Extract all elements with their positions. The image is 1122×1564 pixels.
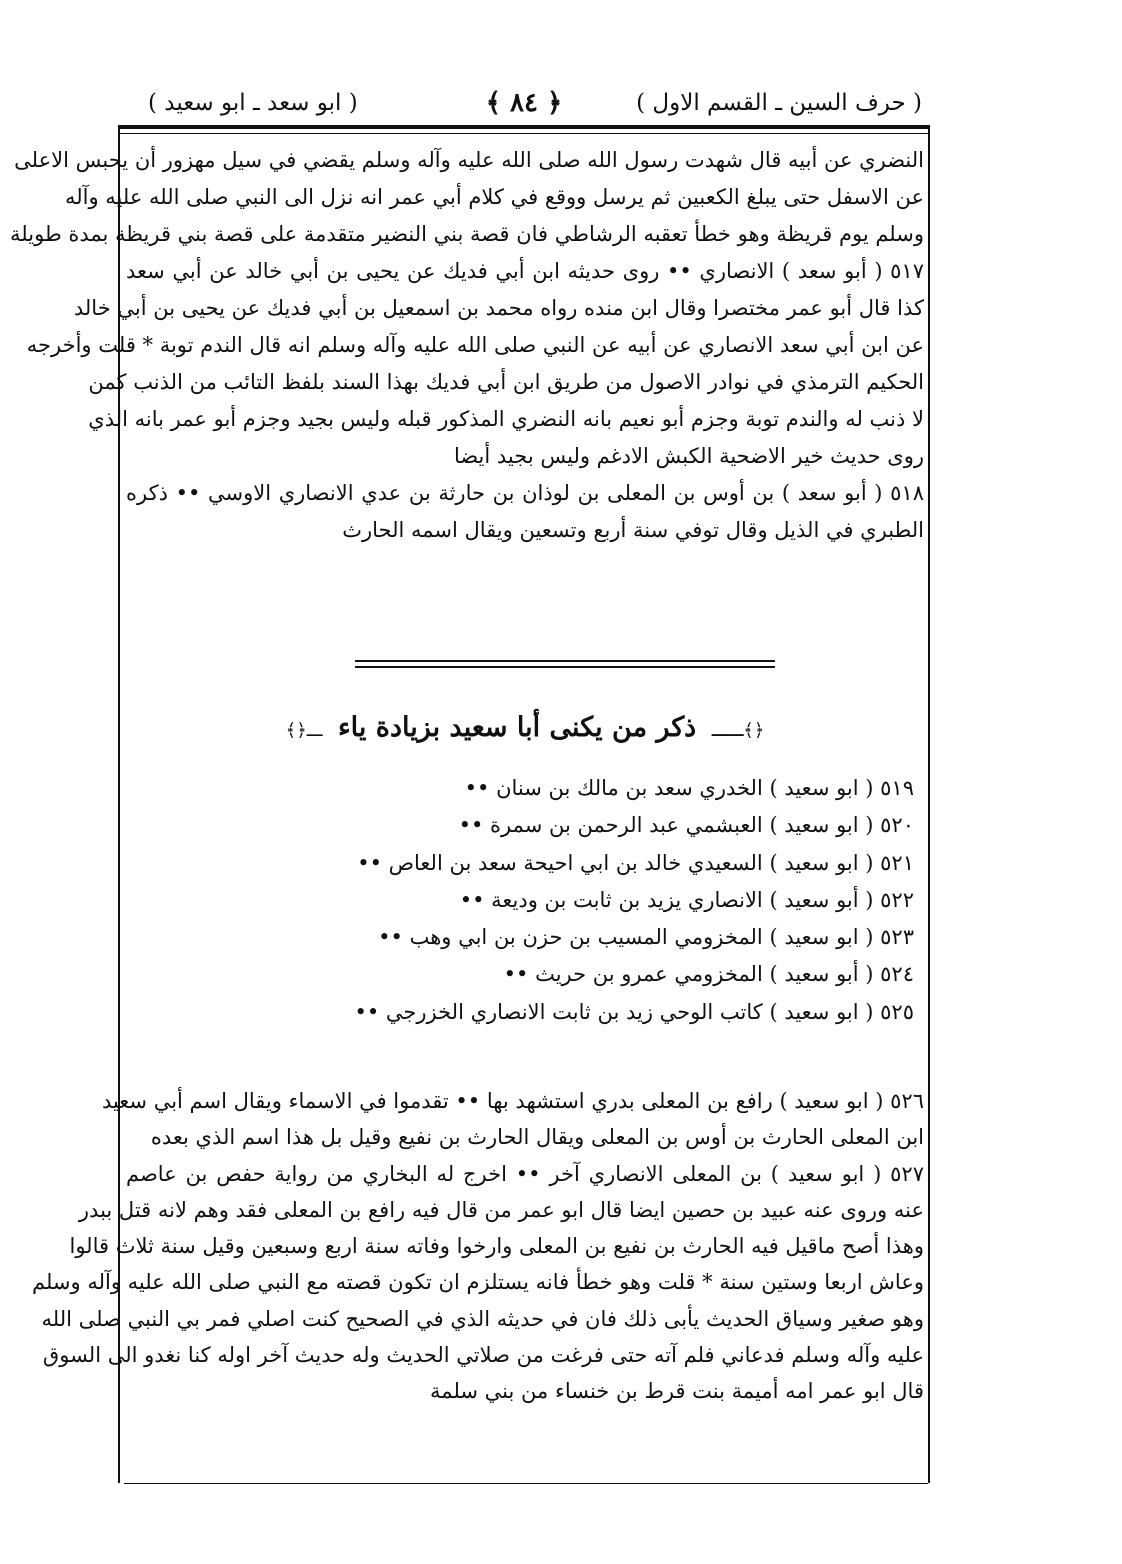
list-item: ٥٢٠ ( ابو سعيد ) العبشمي عبد الرحمن بن سمرة •• (458, 813, 914, 838)
ornament-icon: ﴿﴾ـــ (711, 720, 765, 741)
entry-list (126, 770, 924, 1031)
text-line: ٥٢٧ ( ابو سعيد ) بن المعلى الانصاري آخر •• اخرج له البخاري من رواية حفص بن عاصم (126, 1161, 924, 1186)
list-item: ٥١٩ ( ابو سعيد ) الخدري سعد بن مالك بن سنان •• (464, 776, 914, 800)
list-item: ٥٢٣ ( ابو سعيد ) المخزومي المسيب بن حزن بن ابي وهب •• (378, 925, 914, 950)
text-line: عنه وروى عنه عبيد بن حصين ايضا قال ابو عمر من قال فيه رافع بن المعلى فقد وهم لانه قتل ببدر (78, 1197, 924, 1222)
paragraph-1 (10, 142, 924, 549)
section-divider-top (355, 660, 775, 662)
section-divider-bottom (355, 666, 775, 668)
section-title: ذكر من يكنى أبا سعيد بزيادة ياء (337, 712, 697, 743)
paragraph-2 (31, 1083, 924, 1410)
header-chapter: ( حرف السين ـ القسم الاول ) (636, 90, 922, 116)
list-item: ٥٢٤ ( أبو سعيد ) المخزومي عمرو بن حريث •• (503, 962, 914, 987)
list-item: ٥٢٢ ( أبو سعيد ) الانصاري يزيد بن ثابت بن وديعة •• (459, 887, 914, 912)
text-line: روى حديث خير الاضحية الكبش الادغم وليس بجيد أيضا (453, 444, 924, 468)
text-line: عن الاسفل حتى يبلغ الكعبين ثم يرسل ووقع في كلام أبي عمر انه نزل الى النبي صلى الله عليه وآله (64, 185, 924, 209)
ornament-icon: ـــ﴿﴾ (285, 720, 323, 741)
footer-rule (124, 1483, 928, 1484)
section-heading (126, 712, 924, 743)
text-line: عليه وآله وسلم فدعاني فلم آته حتى فرغت من صلاتي الحديث وله حديث آخر اوله كنا نغدو الى السوق (42, 1343, 924, 1368)
text-line: ٥٢٦ ( ابو سعيد ) رافع بن المعلى بدري استشهد بها •• تقدموا في الاسماء ويقال اسم أبي سعيد (101, 1089, 924, 1113)
list-item: ٥٢٥ ( ابو سعيد ) كاتب الوحي زيد بن ثابت الانصاري الخزرجي •• (354, 999, 914, 1024)
text-line: ٥١٨ ( أبو سعد ) بن أوس بن المعلى بن لوذان بن حارثة بن عدي الانصاري الاوسي •• ذكره (126, 481, 924, 505)
text-line: وعاش اربعا وستين سنة * قلت وهو خطأ فانه يستلزم ان تكون قصته مع النبي صلى الله عليه وآله وسلم (31, 1270, 924, 1295)
text-line: الحكيم الترمذي في نوادر الاصول من طريق ابن أبي فديك بهذا السند بلفظ التائب من الذنب كمن (88, 370, 924, 394)
text-line: قال ابو عمر امه أميمة بنت قرط بن خنساء من بني سلمة (430, 1379, 924, 1404)
list-item: ٥٢١ ( ابو سعيد ) السعيدي خالد بن ابي احيحة سعد بن العاص •• (357, 850, 914, 875)
text-line: وهذا أصح ماقيل فيه الحارث بن نفيع بن المعلى وارخوا وفاته سنة اربع وسبعين وقيل سنة ثلاث قالوا (69, 1234, 924, 1259)
text-line: كذا قال أبو عمر مختصرا وقال ابن منده رواه محمد بن اسمعيل بن أبي فديك عن يحيى بن أبي خالد (73, 296, 924, 320)
text-line: وهو صغير وسياق الحديث يأبى ذلك فان في حديثه الذي في الصحيح كنت اصلي فمر بي النبي صلى الله (41, 1306, 924, 1331)
text-line: لا ذنب له والندم توبة وجزم أبو نعيم بانه النضري المذكور قبله وليس بجيد وجزم أبو عمر بانه الذي (88, 407, 924, 431)
text-line: النضري عن أبيه قال شهدت رسول الله صلى الله عليه وآله وسلم يقضي في سيل مهزور أن يحبس الاعلى (14, 148, 924, 172)
page-header (118, 88, 930, 122)
page-number: ﴿ ٨٤ ﴾ (485, 88, 563, 118)
text-line: الطبري في الذيل وقال توفي سنة أربع وتسعين ويقال اسمه الحارث (342, 518, 924, 542)
header-range: ( ابو سعد ـ ابو سعيد ) (148, 90, 358, 116)
text-line: وسلم يوم قريظة وهو خطأ تعقبه الرشاطي فان قصة بني النضير متقدمة على قصة بني قريظة بمدة طويلة (10, 222, 924, 246)
text-line: ٥١٧ ( أبو سعد ) الانصاري •• روى حديثه ابن أبي فديك عن يحيى بن أبي خالد عن أبي سعد (126, 259, 924, 283)
text-line: ابن المعلى الحارث بن أوس بن المعلى ويقال الحارث بن نفيع وقيل بل هذا اسم الذي بعده (150, 1125, 924, 1150)
text-line: عن ابن أبي سعد الانصاري عن أبيه عن النبي صلى الله عليه وآله وسلم انه قال الندم توبة * قلت وأخرجه (26, 333, 924, 357)
